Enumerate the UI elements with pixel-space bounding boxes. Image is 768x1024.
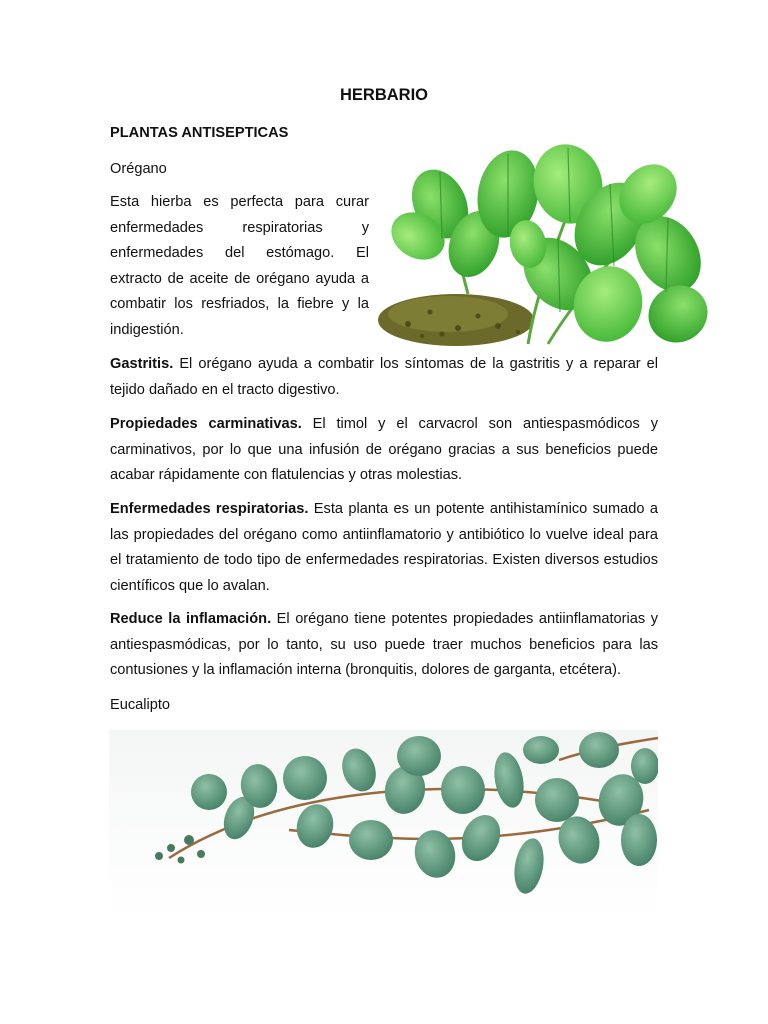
benefit-text: El orégano tiene potentes propiedades antiinflamatorias y antiespasmódicas, por lo tanto, su uso puede traer muchos beneficios para las contusiones y la inflamación interna (bronquitis, dolores de garganta, etcétera).: [110, 611, 658, 678]
section-heading: PLANTAS ANTISEPTICAS: [110, 125, 289, 141]
benefit-text: El timol y el carvacrol son antiespasmódicos y carminativos, por lo que una infusión de orégano gracias a sus beneficios puede acabar rápidamente con flatulencias y otras molestias.: [110, 416, 659, 483]
benefit-heading: Enfermedades respiratorias.: [110, 501, 309, 517]
benefit-carminativas: [110, 412, 658, 489]
benefit-respiratorias: [110, 497, 658, 599]
oregano-heading: Orégano: [110, 161, 167, 177]
eucalyptus-heading: Eucalipto: [110, 697, 171, 713]
eucalyptus-image: [109, 730, 658, 919]
benefit-text: El orégano ayuda a combatir los síntomas de la gastritis y a reparar el tejido dañado en el tracto digestivo.: [110, 356, 658, 398]
oregano-image: [378, 144, 712, 348]
document-title: HERBARIO: [339, 86, 428, 104]
benefit-heading: Reduce la inflamación.: [110, 611, 272, 627]
oregano-intro: Esta hierba es perfecta para curar enfermedades respiratorias y enfermedades del estómago. El extracto de aceite de orégano ayuda a combatir los resfriados, la fiebre y la indigestión.: [110, 194, 369, 338]
benefit-text: Esta planta es un potente antihistamínico sumado a las propiedades del orégano como antiinflamatorio y antibiótico lo vuelve ideal para el tratamiento de todo tipo de enfermedades respiratorias. Existen diversos estudios científicos que lo avalan.: [110, 501, 658, 594]
benefit-heading: Propiedades carminativas.: [110, 416, 302, 432]
benefit-gastritis: [110, 352, 658, 403]
benefit-heading: Gastritis.: [110, 356, 174, 372]
benefit-inflamacion: [110, 607, 658, 684]
